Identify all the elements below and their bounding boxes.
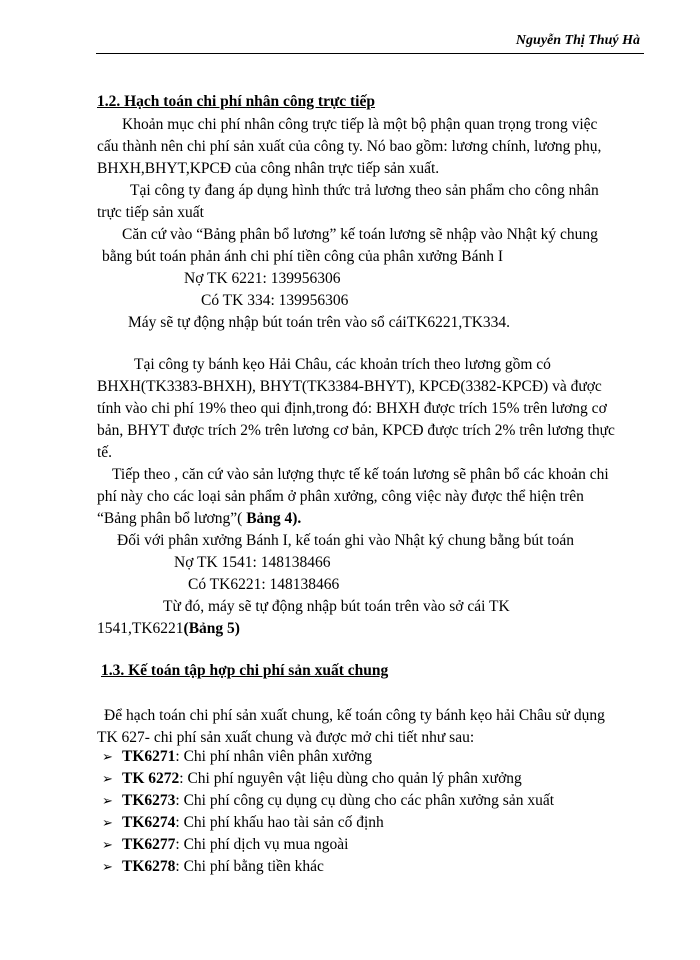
arrow-bullet-icon: ➢ <box>102 837 113 852</box>
paragraph-line: tế. <box>97 444 113 461</box>
paragraph-line: Để hạch toán chi phí sản xuất chung, kế toán công ty bánh kẹo hải Châu sử dụng <box>104 707 605 724</box>
journal-credit: Có TK 334: 139956306 <box>201 292 349 309</box>
paragraph-line: Tại công ty bánh kẹo Hải Châu, các khoản trích theo lương gồm có <box>134 356 551 373</box>
paragraph-line: bản, BHYT được trích 2% trên lương cơ bản, KPCĐ được trích 2% trên lương thực <box>97 422 615 439</box>
author-name: Nguyễn Thị Thuý Hà <box>515 33 640 48</box>
account-code: TK6271 <box>122 748 176 765</box>
journal-debit: Nợ TK 1541: 148138466 <box>174 554 331 571</box>
paragraph-line: cấu thành nên chi phí sản xuất của công ty. Nó bao gồm: lương chính, lương phụ, <box>97 138 602 155</box>
section-heading-1-2: 1.2. Hạch toán chi phí nhân công trực tiếp <box>97 93 375 110</box>
account-desc: : Chi phí dịch vụ mua ngoài <box>175 836 349 853</box>
journal-debit: Nợ TK 6221: 139956306 <box>184 270 341 287</box>
list-item <box>102 858 324 876</box>
paragraph-line: Đối với phân xưởng Bánh I, kế toán ghi vào Nhật ký chung bằng bút toán <box>117 532 574 549</box>
list-item <box>102 836 348 854</box>
paragraph-line: Khoản mục chi phí nhân công trực tiếp là một bộ phận quan trọng trong việc <box>122 116 598 133</box>
list-item <box>102 748 372 766</box>
account-code: TK6278 <box>122 858 176 875</box>
paragraph-line: TK 627- chi phí sản xuất chung và được mở chi tiết như sau: <box>97 729 475 746</box>
paragraph-line: phí này cho các loại sản phẩm ở phân xưởng, công việc này được thể hiện trên <box>97 488 584 505</box>
header-rule <box>96 53 644 54</box>
list-item <box>102 770 522 788</box>
paragraph-line: Tại công ty đang áp dụng hình thức trả lương theo sản phẩm cho công nhân <box>130 182 599 199</box>
account-code: TK6274 <box>122 814 176 831</box>
paragraph-line: Căn cứ vào “Bảng phân bổ lương” kế toán lương sẽ nhập vào Nhật ký chung <box>122 226 598 243</box>
paragraph-text: 1541,TK6221 <box>97 620 184 637</box>
arrow-bullet-icon: ➢ <box>102 793 113 808</box>
account-desc: : Chi phí khấu hao tài sản cố định <box>175 814 384 831</box>
paragraph-line: trực tiếp sản xuất <box>97 204 204 221</box>
arrow-bullet-icon: ➢ <box>102 815 113 830</box>
paragraph-line: bằng bút toán phản ánh chi phí tiền công của phân xưởng Bánh I <box>102 248 503 265</box>
arrow-bullet-icon: ➢ <box>102 859 113 874</box>
arrow-bullet-icon: ➢ <box>102 771 113 786</box>
list-item <box>102 814 384 832</box>
paragraph-line: Tiếp theo , căn cứ vào sản lượng thực tế kế toán lương sẽ phân bổ các khoản chi <box>112 466 609 483</box>
paragraph-line: BHXH,BHYT,KPCĐ của công nhân trực tiếp sản xuất. <box>97 160 440 177</box>
paragraph-text: “Bảng phân bổ lương”( <box>97 510 247 527</box>
account-desc: : Chi phí bằng tiền khác <box>175 858 324 875</box>
table-reference-5: (Bảng 5) <box>183 620 240 637</box>
paragraph-line: BHXH(TK3383-BHXH), BHYT(TK3384-BHYT), KPCĐ(3382-KPCĐ) và được <box>97 378 602 395</box>
account-code: TK6273 <box>122 792 176 809</box>
paragraph-line: Máy sẽ tự động nhập bút toán trên vào sổ cáiTK6221,TK334. <box>128 314 511 331</box>
account-desc: : Chi phí công cụ dụng cụ dùng cho các phân xưởng sản xuất <box>175 792 555 809</box>
arrow-bullet-icon: ➢ <box>102 749 113 764</box>
account-code: TK 6272 <box>122 770 180 787</box>
account-code: TK6277 <box>122 836 176 853</box>
table-reference-4: Bảng 4). <box>246 510 302 527</box>
section-heading-1-3: 1.3. Kế toán tập hợp chi phí sản xuất chung <box>101 662 389 679</box>
journal-credit: Có TK6221: 148138466 <box>188 576 340 593</box>
paragraph-line <box>97 619 240 639</box>
paragraph-line: tính vào chi phí 19% theo qui định,trong đó: BHXH được trích 15% trên lương cơ <box>97 400 607 417</box>
account-desc: : Chi phí nguyên vật liệu dùng cho quản lý phân xưởng <box>179 770 522 787</box>
paragraph-line <box>97 509 301 529</box>
list-item <box>102 792 554 810</box>
paragraph-line: Từ đó, máy sẽ tự động nhập bút toán trên vào sở cái TK <box>163 598 510 615</box>
account-desc: : Chi phí nhân viên phân xưởng <box>175 748 372 765</box>
